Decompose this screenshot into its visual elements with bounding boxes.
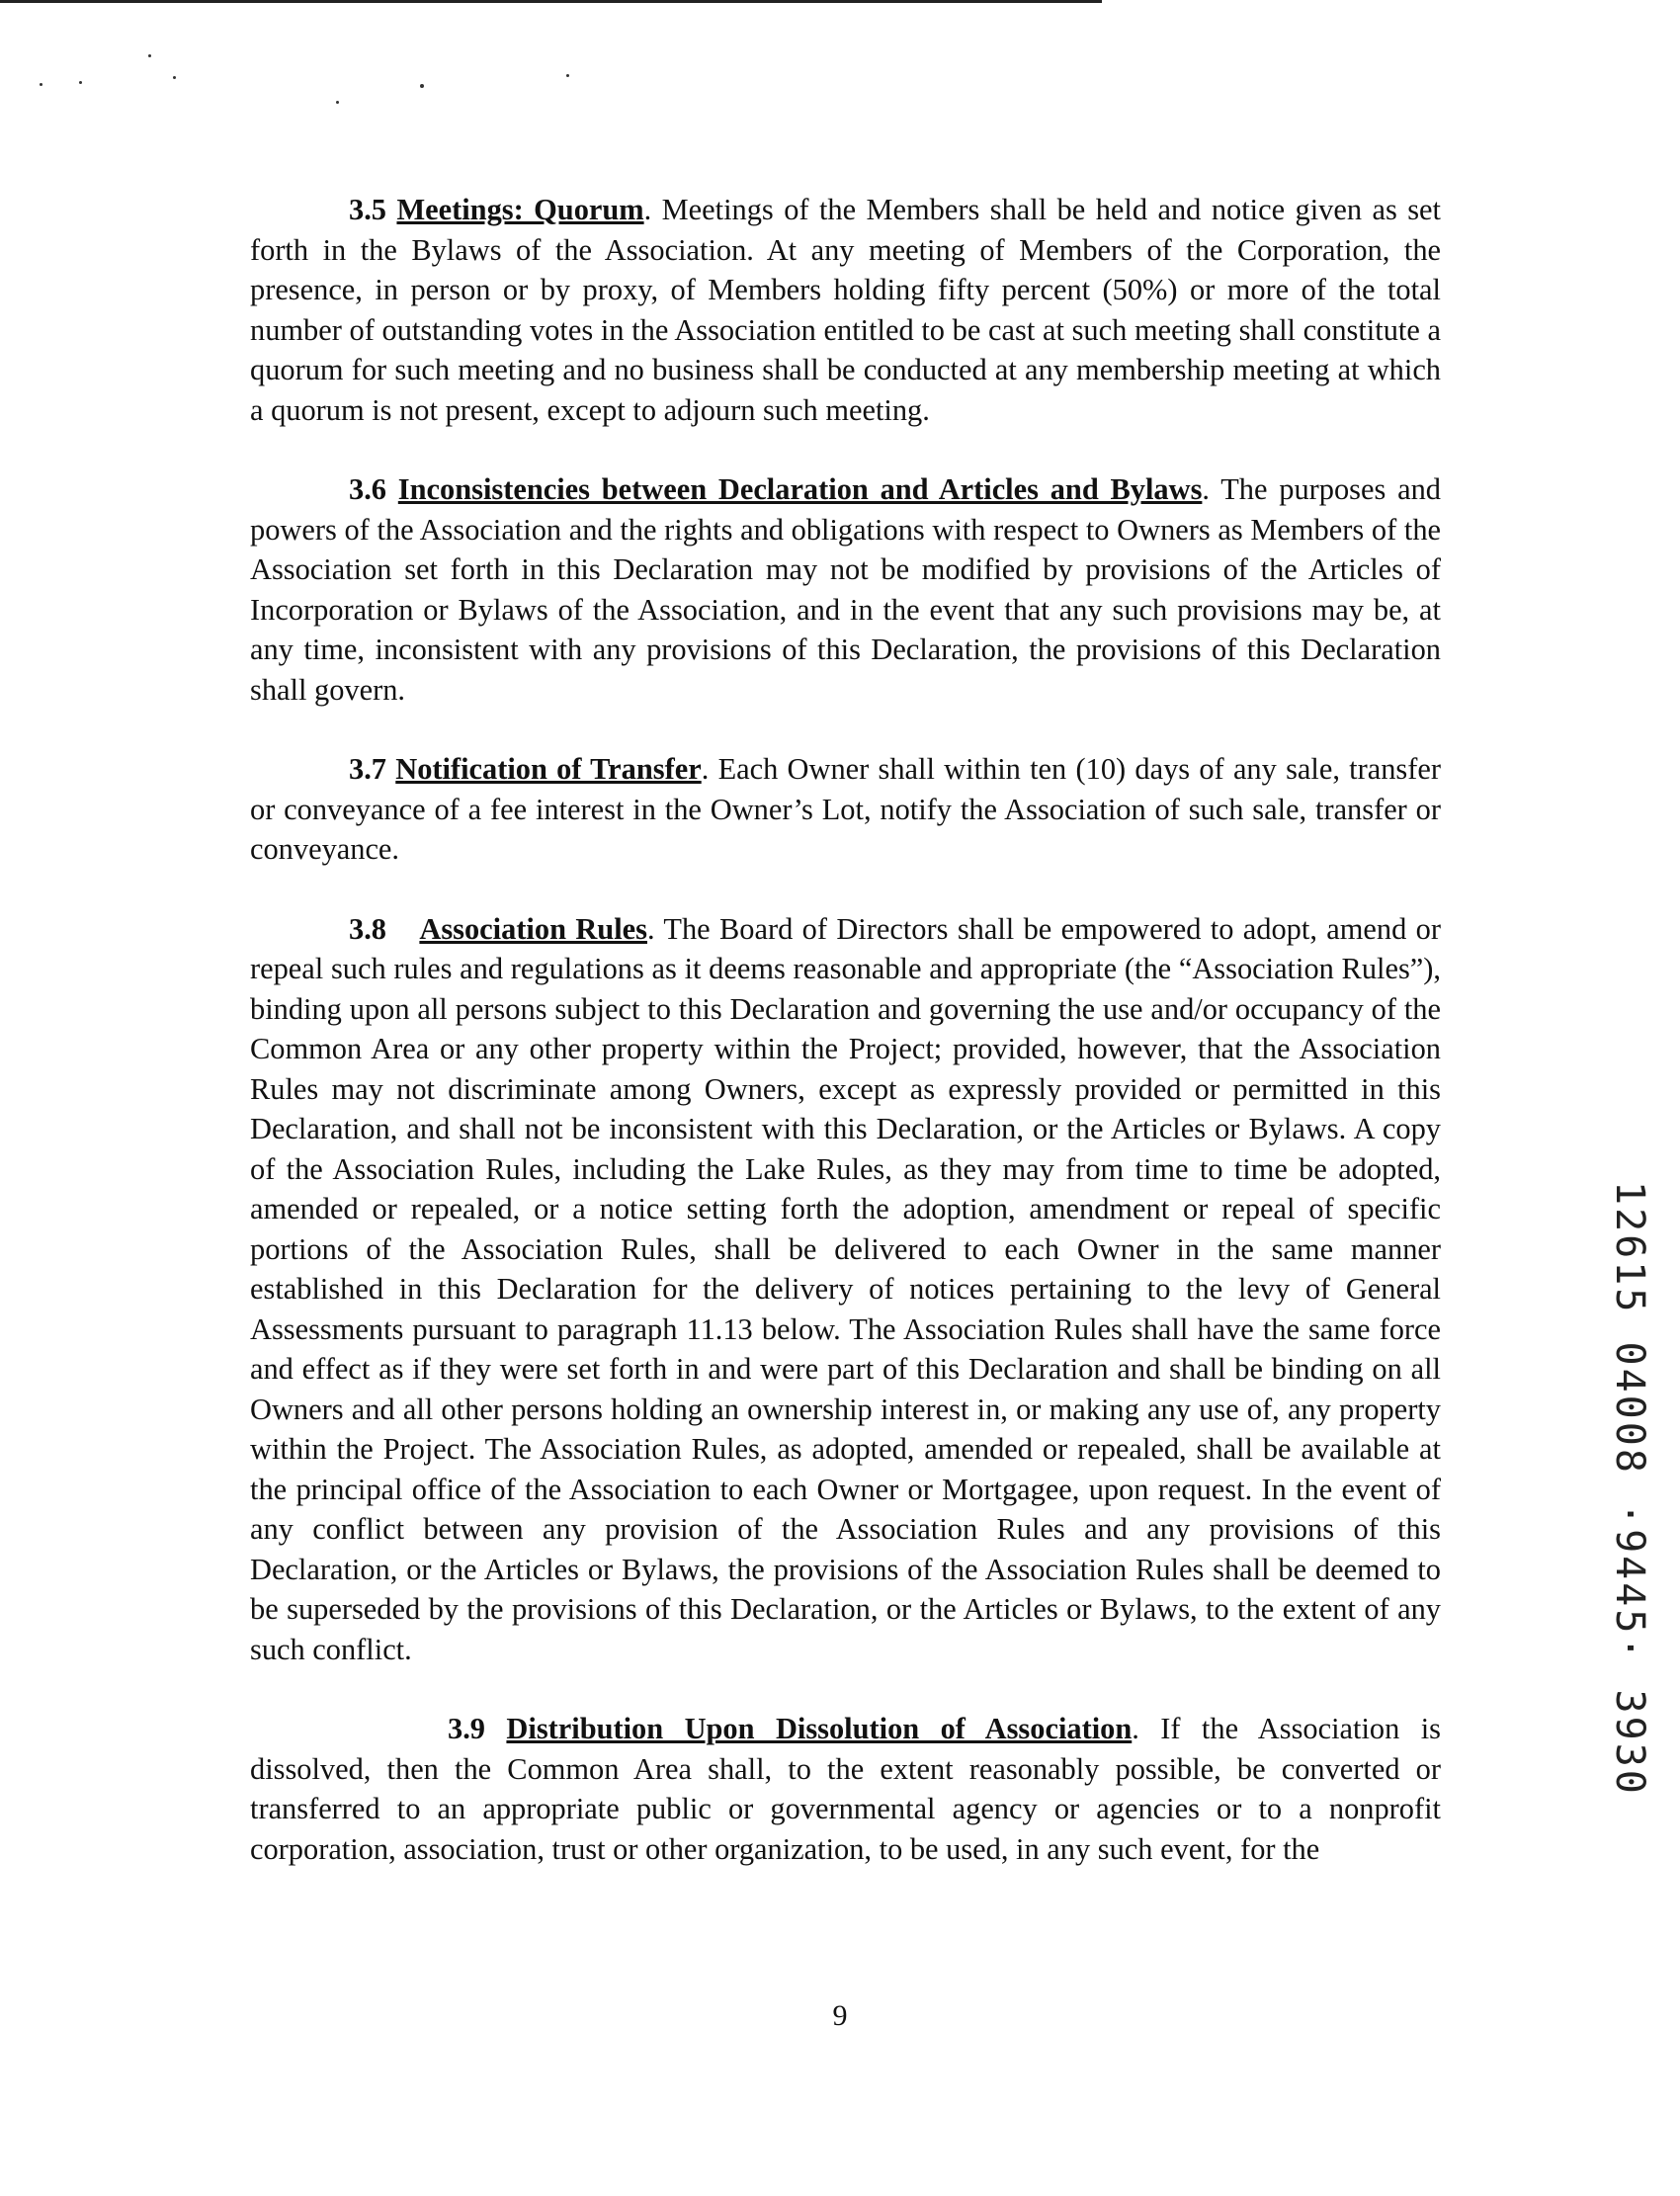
document-body — [250, 190, 1441, 1908]
scan-speck — [420, 84, 424, 88]
section-3-7 — [250, 749, 1441, 870]
scan-speck — [148, 54, 151, 57]
scan-speck — [336, 101, 339, 104]
page-number: 9 — [832, 1999, 848, 2032]
scan-speck — [40, 83, 42, 86]
scan-speck — [566, 74, 569, 77]
section-number: 3.5 — [349, 193, 386, 226]
section-3-6 — [250, 469, 1441, 710]
section-body: . Each Owner shall within ten (10) days of any sale, transfer or conveyance of a fee interest in the Owner’s Lot, notify the Association of such sale, transfer or conveyance. — [250, 752, 1441, 866]
section-heading: Distribution Upon Dissolution of Association — [506, 1712, 1133, 1745]
section-body: . Meetings of the Members shall be held and notice given as set forth in the Bylaws of the Association. At any meeting of Members of the Corporation, the presence, in person or by proxy, of Members holding fifty percent (50%) or more of the total number of outstanding votes in the Association entitled to be cast at such meeting shall constitute a quorum for such meeting and no business shall be conducted at any membership meeting at which a quorum is not present, except to adjourn such meeting. — [250, 193, 1441, 427]
section-number: 3.7 — [349, 752, 386, 786]
section-number: 3.8 — [349, 911, 386, 946]
section-body: . The purposes and powers of the Association and the rights and obligations with respect to Owners as Members of the Association set forth in this Declaration may not be modified by provisions of the Articles of Incorporation or Bylaws of the Association, and in the event that any such provisions may be, at any time, inconsistent with any provisions of this Declaration, the provisions of this Declaration shall govern. — [250, 472, 1441, 707]
scan-speck — [173, 76, 176, 79]
section-heading: Association Rules — [419, 911, 647, 946]
scan-speck — [79, 81, 82, 84]
scan-top-rule — [0, 0, 1102, 3]
section-body: . If the Association is dissolved, then the Common Area shall, to the extent reasonably possible, be converted or transferred to an appropriate public or governmental agency or agencies or to a nonprofit corporation, association, trust or other organization, to be used, in any such event, for the — [250, 1712, 1441, 1866]
section-3-9 — [250, 1709, 1441, 1869]
section-heading: Inconsistencies between Declaration and Articles and Bylaws — [397, 472, 1203, 506]
section-number: 3.6 — [349, 472, 386, 506]
section-heading: Notification of Transfer — [395, 752, 702, 786]
section-3-5 — [250, 190, 1441, 430]
section-number: 3.9 — [448, 1712, 485, 1745]
recording-stamp: 12615 04008 ·9445· 3930 — [1607, 1181, 1652, 1797]
section-body: . The Board of Directors shall be empowered to adopt, amend or repeal such rules and regulations as it deems reasonable and appropriate (the “Association Rules”), binding upon all persons subject to this Declaration and governing the use and/or occupancy of the Common Area or any other property within the Project; provided, however, that the Association Rules may not discriminate among Owners, except as expressly provided or permitted in this Declaration, and shall not be inconsistent with this Declaration, or the Articles or Bylaws. A copy of the Association Rules, including the Lake Rules, as they may from time to time be adopted, amended or repealed, or a notice setting forth the adoption, amendment or repeal of specific portions of the Association Rules, shall be delivered to each Owner in the same manner established in this Declaration for the delivery of notices pertaining to the levy of General Assessments pursuant to paragraph 11.13 below. The Association Rules shall have the same force and effect as if they were set forth in and were part of this Declaration and shall be binding on all Owners and all other persons holding an ownership interest in, or making any use of, any property within the Project. The Association Rules, as adopted, amended or repealed, shall be available at the principal office of the Association to each Owner or Mortgagee, upon request. In the event of any conflict between any provision of the Association Rules and any provisions of this Declaration, or the Articles or Bylaws, the provisions of the Association Rules shall be deemed to be superseded by the provisions of this Declaration, or the Articles or Bylaws, to the extent of any such conflict. — [250, 911, 1441, 1666]
section-heading: Meetings: Quorum — [396, 193, 644, 226]
section-3-8 — [250, 909, 1441, 1670]
